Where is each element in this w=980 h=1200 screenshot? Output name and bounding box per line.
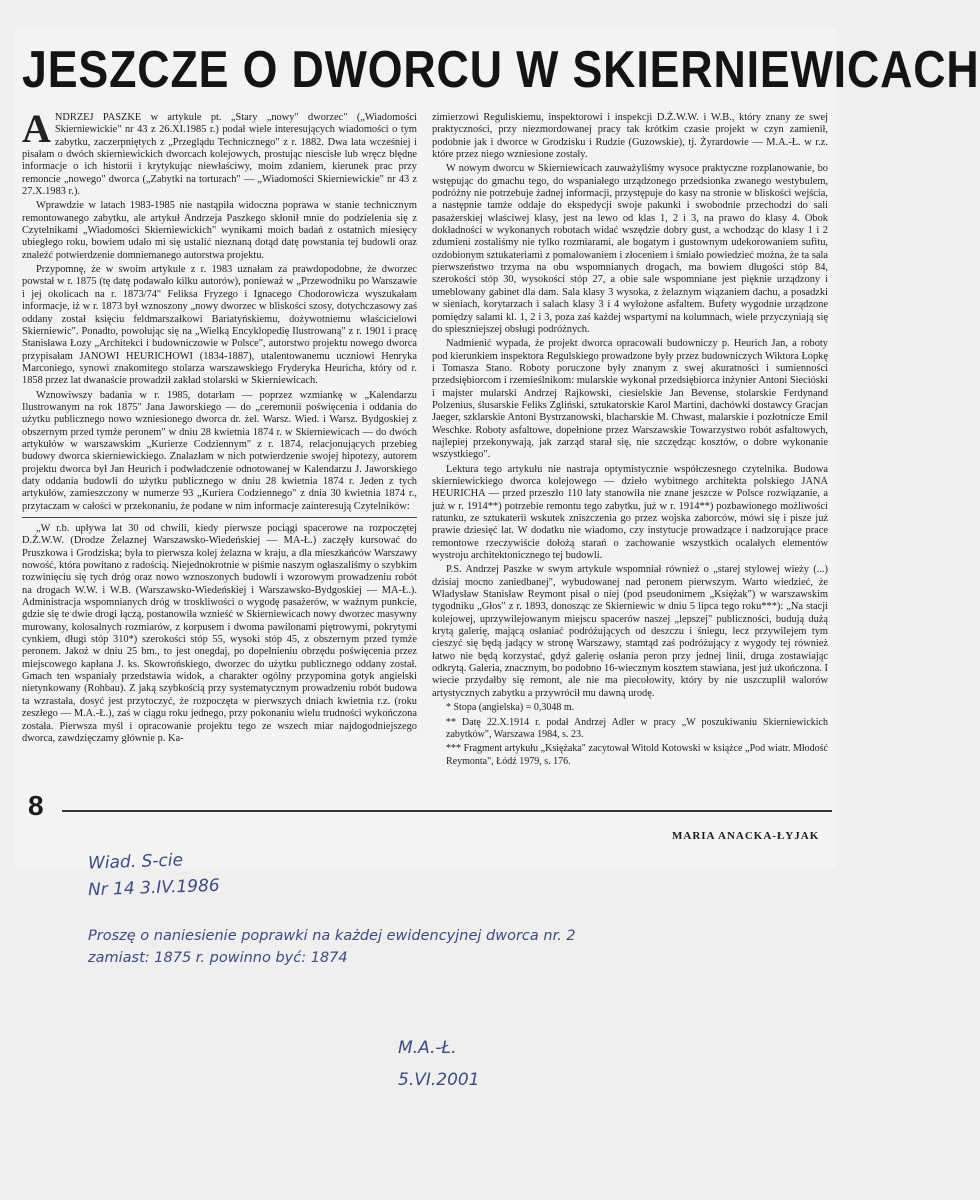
article-right-column — [432, 112, 828, 770]
paragraph: ANDRZEJ PASZKE w artykule pt. „Stary „nowy" dworzec" („Wiadomości Skierniewickie" nr 43 z 26.XI.1985 r.) podał wiele interesujących wiadomości o tym zabytku, zaczerpniętych z „Przeglądu Technicznego" z r. 1882. Dwa lata wcześniej i pisałam o dwóch skierniewickich dworcach kolejowych, prostując niescisłe lub wręcz błędne informacje o ich historii i krytykując niewłaściwy, moim zdaniem, kierunek prac przy remoncie „nowego" dworca („Zabytki na torturach" — „Wiadomości Skierniewickie" nr 43 z 27.X.1983 r.). — [22, 106, 417, 198]
handwritten-issue: Nr 14 3.IV.1986 — [87, 875, 221, 901]
page-number: 8 — [28, 790, 44, 821]
handwritten-source: Wiad. S-cie — [87, 850, 184, 874]
paragraph: Wznowiwszy badania w r. 1985, dotarłam — poprzez wzmiankę w „Kalendarzu Ilustrowanym na rok 1875" Jana Jaworskiego — do „ceremonii poświęcenia i oddania do użytku publicznego nowo wzniesionego dworca dr. żel. Warsz. Wied. i Warsz. Bydgoskiej z obszernym przed tymże peronem" w dniu 28 kwietnia 1874 r. w Skierniewicach — do dwóch artykułów w warszawskim „Kurierze Codziennym" z r. 1874, relacjonujących przebieg budowy dworca skierniewickiego. Znalazłam w nich potwierdzenie swojej hipotezy, autorem projektu dworca był Jan Heurich i podwładczenie odnotowanej w Kalendarzu J. Jaworskiego daty oddania budowli do użytku publicznego w dniu 28 kwietnia 1874 r. Jeden z tych artykułów, zamieszczony w numerze 93 „Kuriera Codziennego" z dnia 30 kwietnia 1874 r., przytaczam w całości w przekonaniu, że podane w nim informacje zainteresują Czytelników: — [22, 389, 417, 512]
author-signature: MARIA ANACKA-ŁYJAK — [672, 830, 820, 842]
paragraph: zimierzowi Reguliskiemu, inspektorowi i inspekcji D.Ż.W.W. i W.B., który znany ze swej praktyczności, przy niezmordowanej pracy tak krótkim czasie projekt w czyn zamienił, podobnie jak i dworce w Grodzisku i Rudzie (Guzowskie), tj. Żyrardowie — M.A.-Ł. w r.z. które przez niego wzniesione zostały. — [432, 112, 828, 161]
handwritten-initials: M.A.-Ł. — [398, 1038, 457, 1058]
paragraph: Wprawdzie w latach 1983-1985 nie nastąpiła widoczna poprawa w stanie technicznym remontowanego zabytku, ale artykuł Andrzeja Paszkego skłonił mnie do podzielenia się z Czytelnikami „Wiadomości Skierniewickich" wynikami moich badań z ostatnich miesięcy ubiegłego roku, bowiem udało mi się ustalić nieznaną dotąd datę powstania tej budowli oraz znaleźć potwierdzenie domniemanego autorstwa projektu. — [22, 200, 417, 261]
article-left-column — [22, 106, 417, 747]
paragraph: Lektura tego artykułu nie nastraja optymistycznie współczesnego czytelnika. Budowa skierniewickiego dworca kolejowego — dzieło wybitnego architekta polskiego JANA HEURICHA — przed przeszło 110 laty stanowiła nie znane jeszcze w Polsce rozwiązanie, a już w r. 1914**) potrzebie remontu tego zabytku, już w r. 1914**) pozbawionego możliwości ratunku, ze sztukaterii wskutek zniszczenia go przez wojska zaborców, mówi się i pisze już prawie dziesięć lat. W dodatku nie wiadomo, czy instytucje prowadzące i nadzorujące prace remontowe rzeczywiście dołożą starań o zachowanie wszystkich ocalałych elementów wystroju architektonicznego tej budowli. — [432, 463, 828, 562]
paragraph: Nadmienić wypada, że projekt dworca opracowali budowniczy p. Heurich Jan, a roboty pod kierunkiem inspektora Regulskiego prowadzone były przez budowniczych Wiktora Łopkę i Tomasza Stano. Roboty poruczone były znanym z swej akuratności i sumienności przedsiębiorcom i rzemieślnikom: mularskie wykonał przedsiębiorca inżynier Antoni Siecióski i majster mularski Andrzej Rajkowski, ciesielskie Jan Bevense, stolarskie Ferdynand Polzenius, ślusarskie Feliks Zgliński, sztukatorskie Karol Martini, dachówki dostawcy Gracjan Jaeger, szklarskie Antoni Bystrzanowski, blacharskie M. Chwast, malarskie i pozłotnicze Emil Weschke. Roboty asfaltowe, dopełnione przez Warszawskie Towarzystwo robót asfaltowych, najlepiej przekonywają, jak zarząd starał się, nie szczędząc kosztów, o dobre wykonanie wszystkiego". — [432, 338, 828, 461]
footnote: ** Datę 22.X.1914 r. podał Andrzej Adler w pracy „W poszukiwaniu Skierniewickich zabytków", Warszawa 1984, s. 23. — [446, 716, 828, 740]
paragraph: W nowym dworcu w Skierniewicach zauważyliśmy wysoce praktyczne rozplanowanie, bo wstępując do gmachu tego, do wspaniałego urządzonego przedsionka zwanego westybulem, podróżny nie potrzebuje żadnej informacji, przystępuje do kasy na stronie w bliskości wejścia, a następnie tamże oddaje do ekspedycji swoje pakunki i swobodnie przechodzi do sali pasażerskiej właściwej klasy, jest na lewo od klas 1, 2 i 3, na prawo do klasy 4. Obok dokładności w wykonanych robotach widać wszędzie dobry gust, a wchodząc do klasy 1 i 2 zdumieni zostaliśmy nie tylko rozmiarami, ale bogatym i gustownym udekorowaniem sufitu, ozdobionym sztukateriami z pomalowaniem i złoceniem i śmiało powiedzieć można, że ta sala pierwszeństwo trzyma na obu wspomnianych drogach, ma bowiem długości stóp 84, szerokości stóp 30, wysokości stóp 27, a obie sale wspomniane jest pięknie urządzony i umeblowany gabinet dla dam. Sala klasy 3 wysoka, z żelaznym wiązaniem dachu, a posadzki w sieniach, korytarzach i salach klasy 3 i 4 wyłożone asfaltem. Bufety wygodnie urządzone pomiędzy salami kl. 1, 2 i 3, poza zaś każdej wspartymi na kolumnach, wiele przyczyniają się do spieszniejszej obsługi podróżnych. — [432, 163, 828, 335]
article-headline: JESZCZE O DWORCU W SKIERNIEWICACH — [22, 41, 980, 99]
handwritten-correction: zamiast: 1875 r. powinno być: 1874 — [88, 950, 348, 966]
paragraph: P.S. Andrzej Paszke w swym artykule wspomniał również o „starej stylowej wieży (...) dzisiaj mocno zaniedbanej", wybudowanej nad peronem pierwszym. Warto wiedzieć, że Władysław Stanisław Reymont pisał o niej (pod pseudonimem „Księżak") w warszawskim tygodniku „Głos" z r. 1893, donosząc ze Skierniewic w dniu 5 lipca tego roku***): „Na stacji kolejowej, uprzywilejowanym miejscu spacerów naszej „lepszej" publiczności, budują dużą krytą galerię, mającą osłaniać podróżujących od deszczu i śniegu, lecz przywilejem tym cieszyć się będą jadący w stronę Warszawy, stamtąd zaś podróżujący z wygody tej również łatwo nie będą korzystać, gdyż galerię osłania peron przy jednej linii, druga zostawiając odkrytą. Galeria, znacznym, bo podobno 16-wiecznym kosztem stawiana, jest już ukończona. I wiecie przydałby się remont, ale nie ma piecołowity, który by nie uszczuplił walorów artystycznych zabytku a przywrócił mu dawną urodę. — [432, 564, 828, 699]
separator-line — [22, 517, 417, 518]
footnote: * Stopa (angielska) = 0,3048 m. — [446, 702, 575, 714]
paragraph: Przypomnę, że w swoim artykule z r. 1983 uznałam za prawdopodobne, że dworzec powstał w r. 1875 (tę datę podawało kilku autorów), ponieważ w „Przewodniku po Warszawie i jej okolicach na r. 1873/74" Feliksa Fryzego i Ignacego Chodorowicza wyszukałam informacje, iż w r. 1873 był wznoszony „nowy dworzec w bliskości szosy, dotychczasowy zaś oddany został księciu feldmarszałkowi Bariatyńskiemu, dożywotniemu właścicielowi Skierniewic". Ponadto, powołując się na „Wielką Encyklopedię Ilustrowaną" z r. 1901 i pracę Stanisława Łozy „Architekci i budowniczowie w Polsce", autorstwo projektu nowego dworca przypisałam JANOWI HEURICHOWI (1834-1887), utalentowanemu uczniowi Henryka Marconiego, synowi znakomitego stolarza warszawskiego Fryderyka Heuricha, który od r. 1858 przez lat dwanaście prowadził zakład stolarski w Skierniewicach. — [22, 264, 417, 387]
drop-cap: A — [22, 106, 51, 151]
handwritten-date: 5.VI.2001 — [398, 1070, 480, 1090]
page-rule — [62, 810, 832, 812]
footnote: *** Fragment artykułu „Księżaka" zacytował Witold Kotowski w książce „Pod wiatr. Młodość Reymonta", Łódź 1979, s. 176. — [446, 743, 828, 767]
quoted-paragraph: „W r.b. upływa lat 30 od chwili, kiedy pierwsze pociągi spacerowe na rozpoczętej D.Ż.W.W. (Drodze Żelaznej Warszawsko-Wiedeńskiej — MA-Ł.) zaczęły kursować do Pruszkowa i Grodziska; była to pierwsza kolej żelazna w kraju, a dla mieszkańców Warszawy nowość, która powitano z radością. Niejednokrotnie w piśmie naszym ogłaszaliśmy o szybkim rozwinięciu się tych dróg oraz nowo wznoszonych budowli i wzorowym prowadzeniu robót na drogach W.W. i W.B. (Warszawsko-Wiedeńskiej i Warszawsko-Bydgoskiej — MA-Ł.). Administracja wspomnianych dróg w troskliwości o wygodę pasażerów, w ważnym punkcie, gdzie się te dwie drogi łączą, postanowiła wznieść w Skierniewicach nowy dworzec masywny murowany, kolosalnych rozmiarów, z korpusem i dwoma pawilonami piętrowymi, pokrytymi cynkiem, długi stóp 310*) szerokości stóp 55, wysoki stóp 45, z obszernym przed tymże peronem. Jakoż w dniu 25 bm., to jest onegdaj, po dopełnieniu obrzędu poświęcenia przez miejscowego kapłana J. ks. Skowrońskiego, dworzec do użytku publicznego oddany został. Gmach ten wspaniały przedstawia widok, a charakter ogólny przypomina gotyk angielski nietynkowany (Rohbau). Z jaką szybkością przy systematycznym prowadzeniu robót budowa ta wzrastała, dosyć jest przytoczyć, że rozpoczęta w pierwszych dniach kwietnia r.z. (roku zeszłego — M.A.-Ł.), zaś w ciągu roku jednego, przy pokonaniu wielu trudności wykończona została. Pierwsza myśl i opracowanie projektu tego ze wszech miar najdogodniejszego dworca, zawdzięczamy głównie p. Ka- — [22, 523, 417, 744]
handwritten-request: Proszę o naniesienie poprawki na każdej ewidencyjnej dworca nr. 2 — [88, 928, 576, 944]
